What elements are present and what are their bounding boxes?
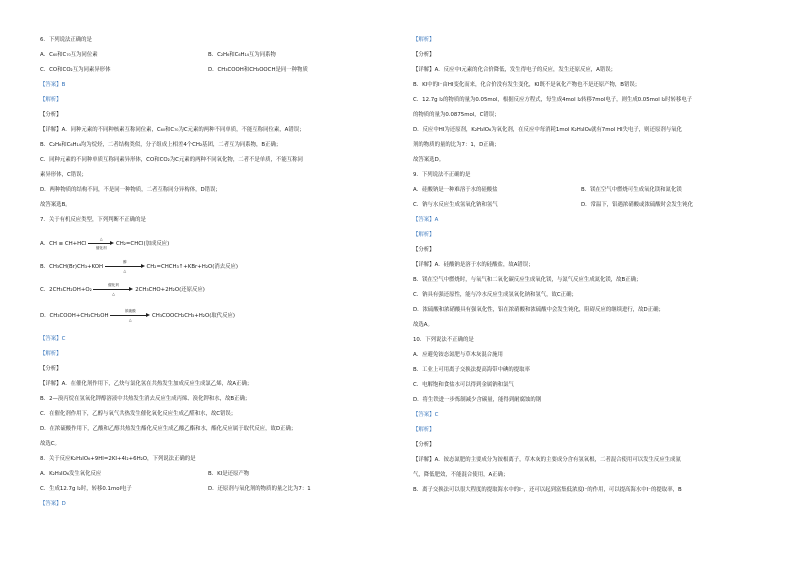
q6-detail-1: 【详解】A．同种元素的不同种核素互称同位素，C₆₀和C₇₀为C元素的两种不同单质，不能互称同位素，A错误； bbox=[40, 127, 305, 133]
q6-option-b: B．C₂H₆和C₆H₁₄互为同系物 bbox=[208, 52, 276, 58]
q9-detail-1: 【详解】A．硅酸钠是溶于水的硅酸盐，故A错误； bbox=[413, 262, 534, 268]
q8-option-a: A．K₂H₃IO₆发生氧化反应 bbox=[40, 471, 102, 477]
q10-option-b: B．工业上可用离子交换法提高海带中碘的提取率 bbox=[413, 367, 530, 373]
q8-detail-6: 剂的物质的量的比为7：1，D正确； bbox=[413, 142, 500, 148]
q9-title: 9．下列说法不正确的是 bbox=[413, 172, 471, 178]
q7-detail-4: D．在浓硫酸作用下，乙酸和乙醇共热发生酯化反应生成乙酸乙酯和水，酯化反应属于取代反应，故D正确； bbox=[40, 426, 297, 432]
q8-option-b: B．KI是还原产物 bbox=[208, 471, 250, 477]
q8-detail-5: D．反应中HI为还原剂，K₂H₃IO₆为氧化剂，在反应中每消耗1mol K₂H₃IO₆就有7mol HI失电子，则还原剂与氧化 bbox=[413, 127, 682, 133]
arrow-top-label: △ bbox=[99, 237, 103, 241]
q7-a-left: A．CH ≡ CH+HCl bbox=[40, 241, 87, 247]
q7-detail-1: 【详解】A．在催化剂作用下，乙炔与氯化氢在共热发生加成反应生成氯乙烯，故A正确； bbox=[40, 381, 253, 387]
q8-analysis-tag: 【解析】 bbox=[413, 37, 435, 43]
q8-option-d: D．还原剂与氧化剂的物质的量之比为7：1 bbox=[208, 486, 311, 492]
q6-option-c: C．CO和CO₂互为同素异形体 bbox=[40, 67, 111, 73]
q7-detail-2: B．2—溴丙烷在氢氧化钾醇溶液中共热发生消去反应生成丙烯、溴化钾和水，故B正确； bbox=[40, 396, 251, 402]
q7-detail-5: 故选C。 bbox=[40, 441, 60, 447]
reaction-arrow-icon bbox=[93, 283, 133, 296]
q7-fenxi: 【分析】 bbox=[40, 366, 62, 372]
q7-answer: 【答案】C bbox=[40, 336, 66, 342]
q7-c-left: C．2CH₃CH₂OH+O₂ bbox=[40, 287, 92, 293]
q6-detail-3: C．同种元素的不同种单质互称同素异形体，CO和CO₂为C元素的两种不同氧化物，二者不是单质，不能互称同 bbox=[40, 157, 303, 163]
reversible-arrow-icon bbox=[110, 309, 150, 322]
q9-detail-2: B．镁在空气中燃烧时，与氧气和二氧化碳反应生成氧化镁，与氮气反应生成氮化镁，故B正确； bbox=[413, 277, 642, 283]
q6-title: 6．下列说法正确的是 bbox=[40, 37, 92, 43]
q8-option-c: C．生成12.7g I₂时，转移0.1mol电子 bbox=[40, 486, 132, 492]
q10-answer: 【答案】C bbox=[413, 412, 439, 418]
q7-option-c bbox=[40, 283, 205, 296]
q7-c-right: 2CH₃CHO+2H₂O(还原反应) bbox=[135, 287, 205, 293]
q7-a-right: CH₂=CHCl(加成反应) bbox=[115, 241, 170, 247]
q9-detail-3: C．钠具有强还原性，能与冷水反应生成氢氧化钠和氢气，故C正确； bbox=[413, 292, 577, 298]
q10-detail-3: B．离子交换法可以很大程度的提取海水中的I⁻，还可以起到富集低浓度I⁻的作用，可以提高海水中I⁻的提取率，B bbox=[413, 487, 682, 493]
q9-detail-4: D．浓硫酸和浓硝酸具有强氧化性，铝在浓硝酸和浓硫酸中会发生钝化，阻碍反应的继续进行，故D正确； bbox=[413, 307, 664, 313]
q10-detail-2: 气，降低肥效，不能混合使用，A正确； bbox=[413, 472, 509, 478]
q9-answer: 【答案】A bbox=[413, 217, 439, 223]
q9-detail-5: 故选A。 bbox=[413, 322, 433, 328]
q7-d-left: D．CH₃COOH+CH₃CH₂OH bbox=[40, 313, 109, 319]
q9-option-a: A．硅酸钠是一种难溶于水的硅酸盐 bbox=[413, 187, 498, 193]
q8-fenxi: 【分析】 bbox=[413, 52, 435, 58]
q7-d-right: CH₃COOCH₂CH₃+H₂O(取代反应) bbox=[152, 313, 235, 319]
q7-option-a bbox=[40, 237, 170, 250]
q7-b-left: B．CH₃CH(Br)CH₃+KOH bbox=[40, 264, 104, 270]
q7-b-right: CH₂=CHCH₃↑+KBr+H₂O(消去反应) bbox=[146, 264, 239, 270]
q10-option-c: C．电解饱和食盐水可以得到金属钠和氯气 bbox=[413, 382, 514, 388]
arrow-top-label: 催化剂 bbox=[108, 283, 119, 287]
q10-analysis-tag: 【解析】 bbox=[413, 427, 435, 433]
q10-option-a: A．应避免铵态氮肥与草木灰混合施用 bbox=[413, 352, 503, 358]
q8-detail-7: 故答案选D。 bbox=[413, 157, 445, 163]
q6-option-a: A．C₆₀和C₇₀互为同位素 bbox=[40, 52, 98, 58]
q6-detail-5: D．两种物质的结构不同，不是同一种物质，二者互称同分异构体，D错误； bbox=[40, 187, 221, 193]
q10-detail-1: 【详解】A．铵态氮肥的主要成分为铵根离子，草木灰的主要成分含有氢氧根，二者混合使用可以发生反应生成氨 bbox=[413, 457, 681, 463]
q6-detail-6: 故答案选B。 bbox=[40, 202, 71, 208]
q6-detail-4: 素异形体，C错误； bbox=[40, 172, 87, 178]
arrow-top-label: 浓硫酸 bbox=[124, 309, 136, 313]
q7-analysis-tag: 【解析】 bbox=[40, 351, 62, 357]
q9-fenxi: 【分析】 bbox=[413, 247, 435, 253]
q10-fenxi: 【分析】 bbox=[413, 442, 435, 448]
q6-fenxi: 【分析】 bbox=[40, 112, 62, 118]
q9-option-b: B．镁在空气中燃烧可生成氧化镁和氮化镁 bbox=[581, 187, 682, 193]
arrow-bottom-label: △ bbox=[128, 318, 132, 322]
reaction-arrow-icon bbox=[88, 237, 114, 250]
q9-option-c: C．钠与水反应生成氢氧化钠和氢气 bbox=[413, 202, 498, 208]
q6-option-d: D．CH₃COOH和CH₃OOCH是同一种物质 bbox=[208, 67, 308, 73]
q6-analysis-tag: 【解析】 bbox=[40, 97, 62, 103]
q6-detail-2: B．C₂H₆和C₆H₁₄均为烷烃，二者结构类似，分子组成上相差4个CH₂基团，二者互为同系物，B正确； bbox=[40, 142, 282, 148]
q10-option-d: D．将生铁进一步炼制减少含碳量，能得到耐腐蚀的钢 bbox=[413, 397, 542, 403]
q7-title: 7．关于有机反应类型，下列判断不正确的是 bbox=[40, 217, 146, 223]
q7-option-d bbox=[40, 309, 235, 322]
q7-option-b bbox=[40, 260, 239, 273]
q8-detail-4: 的物质的量为0.0875mol，C错误； bbox=[413, 112, 500, 118]
q8-answer: 【答案】D bbox=[40, 501, 66, 507]
reaction-arrow-icon bbox=[105, 260, 145, 273]
q8-title: 8．关于反应K₂H₃IO₆+9HI=2KI+4I₂+6H₂O，下列说法正确的是 bbox=[40, 456, 196, 462]
arrow-bottom-label: △ bbox=[112, 292, 115, 296]
q6-answer: 【答案】B bbox=[40, 82, 66, 88]
arrow-bottom-label: △ bbox=[123, 269, 127, 273]
q9-analysis-tag: 【解析】 bbox=[413, 232, 435, 238]
arrow-bottom-label: 催化剂 bbox=[95, 246, 107, 250]
q8-detail-3: C．12.7g I₂的物质的量为0.05mol，根据反应方程式，每生成4mol I₂转移7mol电子，则生成0.05mol I₂时转移电子 bbox=[413, 97, 693, 103]
q10-title: 10．下列说法不正确的是 bbox=[413, 337, 474, 343]
q7-detail-3: C．在催化剂作用下，乙醇与氧气共热发生催化氧化反应生成乙醛和水，故C错误； bbox=[40, 411, 237, 417]
q9-option-d: D．常温下，铝遇浓硝酸或浓硫酸时会发生钝化 bbox=[581, 202, 693, 208]
q8-detail-1: 【详解】A．反应中I元素的化合价降低，发生得电子的反应，发生还原反应，A错误； bbox=[413, 67, 617, 73]
arrow-top-label: 醇 bbox=[122, 260, 127, 264]
q8-detail-2: B．KI中的I⁻由HI变化而来，化合价没有发生变化，KI既不是氧化产物也不是还原产物，B错误； bbox=[413, 82, 641, 88]
